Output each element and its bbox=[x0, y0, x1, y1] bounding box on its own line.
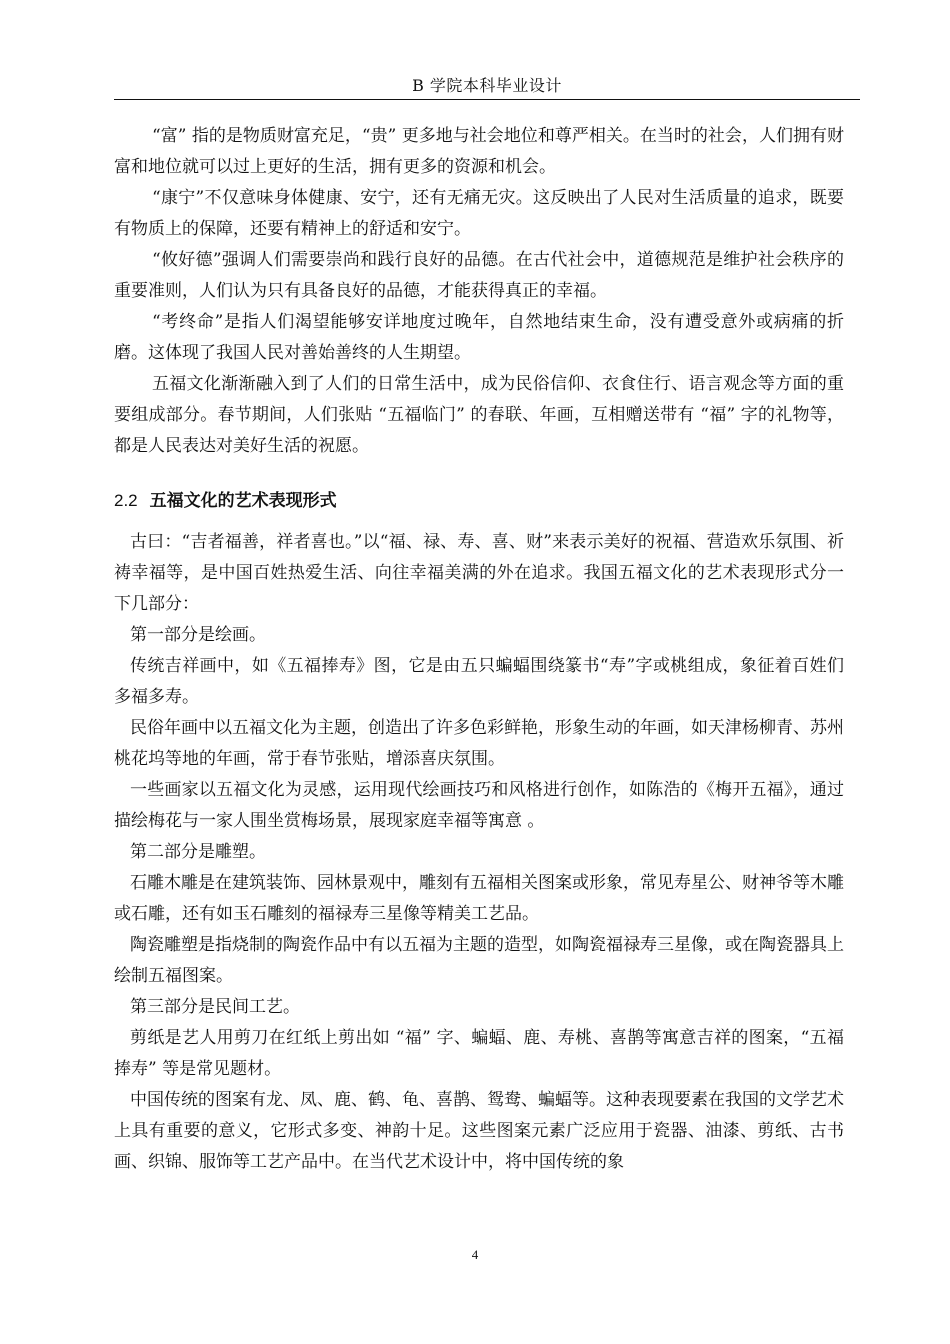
header-divider bbox=[114, 99, 860, 100]
paragraph-wufu-daily-life: 五福文化渐渐融入到了人们的日常生活中，成为民俗信仰、衣食住行、语言观念等方面的重要组成部分。春节期间，人们张贴 “五福临门” 的春联、年画，互相赠送带有 “福” 字的礼物等，都是人民表达对美好生活的祝愿。 bbox=[114, 374, 844, 456]
paragraph-part-three-title: 第三部分是民间工艺。 bbox=[130, 997, 300, 1017]
paragraph-kao-zhong-ming: “考终命”是指人们渴望能够安详地度过晚年，自然地结束生命，没有遭受意外或病痛的折磨。这体现了我国人民对善始善终的人生期望。 bbox=[114, 312, 844, 363]
paragraph-fu-gui: “富” 指的是物质财富充足，“贵” 更多地与社会地位和尊严相关。在当时的社会，人们拥有财富和地位就可以过上更好的生活，拥有更多的资源和机会。 bbox=[114, 126, 844, 177]
paragraph-you-hao-de: “攸好德”强调人们需要崇尚和践行良好的品德。在古代社会中，道德规范是维护社会秩序的重要准则，人们认为只有具备良好的品德，才能获得真正的幸福。 bbox=[114, 250, 844, 301]
body-text bbox=[114, 121, 844, 1178]
section-number: 2.2 bbox=[114, 491, 138, 510]
section-title: 五福文化的艺术表现形式 bbox=[149, 491, 337, 511]
paragraph-part-one-title: 第一部分是绘画。 bbox=[130, 625, 266, 645]
paragraph-stone-wood-carving: 石雕木雕是在建筑装饰、园林景观中，雕刻有五福相关图案或形象，常见寿星公、财神爷等木雕或石雕，还有如玉石雕刻的福禄寿三星像等精美工艺品。 bbox=[114, 873, 844, 924]
section-heading bbox=[114, 487, 844, 515]
paragraph-intro-quote: 古曰：“吉者福善，祥者喜也。”以“福、禄、寿、喜、财”来表示美好的祝福、营造欢乐氛围、祈祷幸福等，是中国百姓热爱生活、向往幸福美满的外在追求。我国五福文化的艺术表现形式分一下几部分： bbox=[114, 532, 844, 614]
paragraph-traditional-painting: 传统吉祥画中，如《五福捧寿》图，它是由五只蝙蝠围绕篆书“寿”字或桃组成，象征着百姓们多福多寿。 bbox=[114, 656, 844, 707]
paragraph-folk-new-year-painting: 民俗年画中以五福文化为主题，创造出了许多色彩鲜艳，形象生动的年画，如天津杨柳青、苏州桃花坞等地的年画，常于春节张贴，增添喜庆氛围。 bbox=[114, 718, 844, 769]
paragraph-modern-painting: 一些画家以五福文化为灵感，运用现代绘画技巧和风格进行创作，如陈浩的《梅开五福》，通过描绘梅花与一家人围坐赏梅场景，展现家庭幸福等寓意 。 bbox=[114, 780, 844, 831]
running-header: B 学院本科毕业设计 bbox=[412, 76, 562, 95]
paragraph-traditional-patterns: 中国传统的图案有龙、凤、鹿、鹤、龟、喜鹊、鸳鸯、蝙蝠等。这种表现要素在我国的文学艺术上具有重要的意义，它形式多变、神韵十足。这些图案元素广泛应用于瓷器、油漆、剪纸、古书画、织锦、服饰等工艺产品中。在当代艺术设计中，将中国传统的象 bbox=[114, 1090, 844, 1172]
paragraph-kang-ning: “康宁”不仅意味身体健康、安宁，还有无痛无灾。这反映出了人民对生活质量的追求，既要有物质上的保障，还要有精神上的舒适和安宁。 bbox=[114, 188, 844, 239]
paragraph-paper-cutting: 剪纸是艺人用剪刀在红纸上剪出如 “福” 字、蝙蝠、鹿、寿桃、喜鹊等寓意吉祥的图案，“五福捧寿” 等是常见题材。 bbox=[114, 1028, 844, 1079]
page-number: 4 bbox=[471, 1247, 479, 1262]
section-spacer bbox=[114, 462, 844, 487]
paragraph-ceramic-sculpture: 陶瓷雕塑是指烧制的陶瓷作品中有以五福为主题的造型，如陶瓷福禄寿三星像，或在陶瓷器具上绘制五福图案。 bbox=[114, 935, 844, 986]
paragraph-part-two-title: 第二部分是雕塑。 bbox=[130, 842, 266, 862]
